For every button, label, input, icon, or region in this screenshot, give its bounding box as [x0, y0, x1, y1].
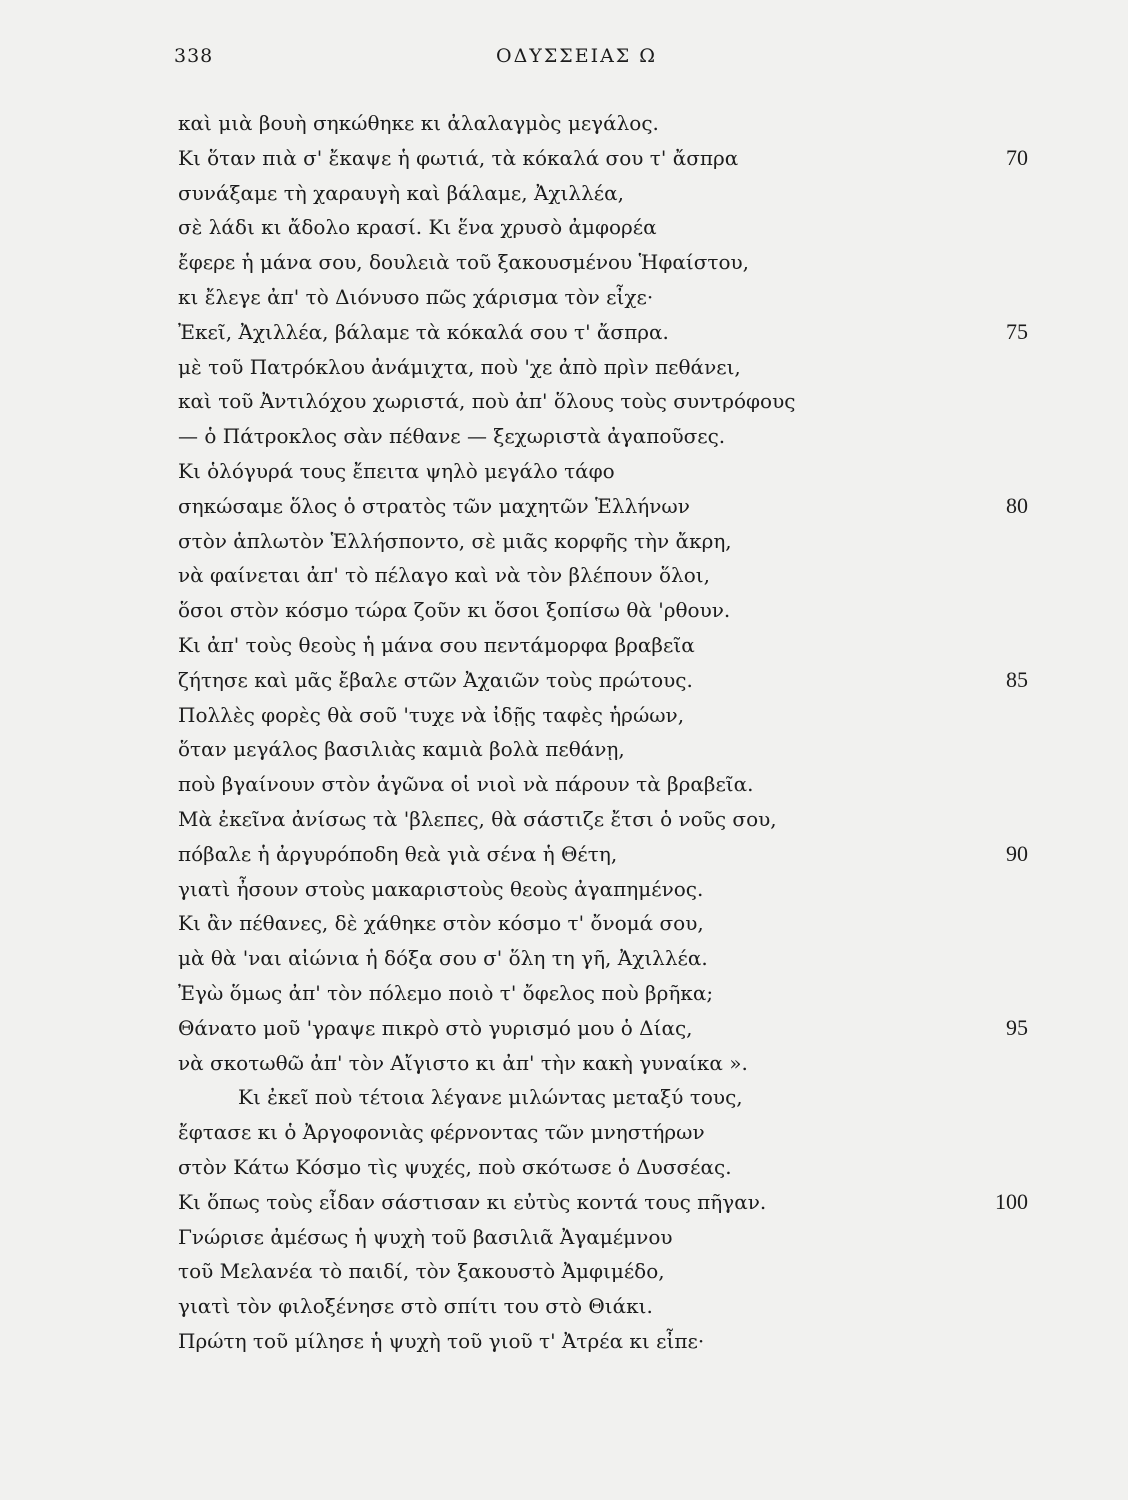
verse-line — [178, 628, 1058, 663]
verse-line — [178, 941, 1058, 976]
verse-text: σηκώσαμε ὅλος ὁ στρατὸς τῶν μαχητῶν Ἑλλήνων — [178, 493, 690, 518]
verse-text: στὸν ἁπλωτὸν Ἑλλήσποντο, σὲ μιᾶς κορφῆς τὴν ἄκρη, — [178, 528, 732, 553]
verse-text: ἔφερε ἡ μάνα σου, δουλειὰ τοῦ ξακουσμένου Ἡφαίστου, — [178, 250, 750, 275]
verse-line — [178, 210, 1058, 245]
verse-text: συνάξαμε τὴ χαραυγὴ καὶ βάλαμε, Ἀχιλλέα, — [178, 180, 624, 205]
verse-text: Κι ἐκεῖ ποὺ τέτοια λέγανε μιλώντας μεταξύ τους, — [238, 1085, 743, 1110]
verse-line — [178, 1185, 1058, 1220]
verse-line — [178, 384, 1058, 419]
verse-line — [178, 141, 1058, 176]
line-number: 80 — [1006, 492, 1028, 518]
verse-text: γιατὶ τὸν φιλοξένησε στὸ σπίτι του στὸ Θιάκι. — [178, 1294, 653, 1319]
line-number: 75 — [1006, 318, 1028, 344]
verse-line — [178, 698, 1058, 733]
verse-text: ὅταν μεγάλος βασιλιὰς καμιὰ βολὰ πεθάνῃ, — [178, 737, 625, 762]
verse-text: Κι ὅταν πιὰ σ' ἔκαψε ἡ φωτιά, τὰ κόκαλά σου τ' ἄσπρα — [178, 145, 739, 170]
verse-text: ζήτησε καὶ μᾶς ἔβαλε στῶν Ἀχαιῶν τοὺς πρώτους. — [178, 667, 693, 692]
verse-text: νὰ φαίνεται ἀπ' τὸ πέλαγο καὶ νὰ τὸν βλέπουν ὅλοι, — [178, 563, 710, 588]
verse-text: τοῦ Μελανέα τὸ παιδί, τὸν ξακουστὸ Ἀμφιμέδο, — [178, 1259, 665, 1284]
verse-text: Πολλὲς φορὲς θὰ σοῦ 'τυχε νὰ ἰδῇς ταφὲς ἡρώων, — [178, 702, 685, 727]
verse-line — [178, 872, 1058, 907]
verse-line — [178, 350, 1058, 385]
verse-line — [178, 1254, 1058, 1289]
verse-text: ποὺ βγαίνουν στὸν ἀγῶνα οἱ νιοὶ νὰ πάρουν τὰ βραβεῖα. — [178, 772, 754, 797]
verse-line — [178, 1289, 1058, 1324]
line-number: 90 — [1006, 840, 1028, 866]
verse-text: μὰ θὰ 'ναι αἰώνια ἡ δόξα σου σ' ὅλη τη γῆ, Ἀχιλλέα. — [178, 946, 708, 971]
page-number: 338 — [174, 45, 214, 67]
verse-text: γιατὶ ἦσουν στοὺς μακαριστοὺς θεοὺς ἀγαπημένος. — [178, 876, 704, 901]
verse-text: Κι ἂν πέθανες, δὲ χάθηκε στὸν κόσμο τ' ὄνομά σου, — [178, 911, 704, 936]
line-number: 70 — [1006, 144, 1028, 170]
verse-line — [178, 245, 1058, 280]
verse-text: μὲ τοῦ Πατρόκλου ἀνάμιχτα, ποὺ 'χε ἀπὸ πρὶν πεθάνει, — [178, 354, 741, 379]
verse-text: Ἐκεῖ, Ἀχιλλέα, βάλαμε τὰ κόκαλά σου τ' ἄσπρα. — [178, 319, 669, 344]
verse-text: Κι ἀπ' τοὺς θεοὺς ἡ μάνα σου πεντάμορφα βραβεῖα — [178, 632, 695, 657]
verse-line — [178, 1115, 1058, 1150]
verse-text: Ἐγὼ ὅμως ἀπ' τὸν πόλεμο ποιὸ τ' ὄφελος ποὺ βρῆκα; — [178, 980, 714, 1005]
verse-text: ἔφτασε κι ὁ Ἀργοφονιὰς φέρνοντας τῶν μνηστήρων — [178, 1120, 705, 1145]
verse-line — [178, 593, 1058, 628]
verse-line — [178, 837, 1058, 872]
verse-text: σὲ λάδι κι ἄδολο κρασί. Κι ἕνα χρυσὸ ἀμφορέα — [178, 215, 657, 240]
verse-text: Γνώρισε ἀμέσως ἡ ψυχὴ τοῦ βασιλιᾶ Ἀγαμέμνου — [178, 1224, 673, 1249]
verse-line — [178, 489, 1058, 524]
verse-text: ὅσοι στὸν κόσμο τώρα ζοῦν κι ὅσοι ξοπίσω θὰ 'ρθουν. — [178, 598, 731, 623]
verse-line — [178, 663, 1058, 698]
verse-text: νὰ σκοτωθῶ ἀπ' τὸν Αἴγιστο κι ἀπ' τὴν κακὴ γυναίκα ». — [178, 1050, 748, 1075]
verse-text: καὶ τοῦ Ἀντιλόχου χωριστά, ποὺ ἀπ' ὅλους τοὺς συντρόφους — [178, 389, 796, 414]
verse-line — [178, 176, 1058, 211]
verse-text: Πρώτη τοῦ μίλησε ἡ ψυχὴ τοῦ γιοῦ τ' Ἀτρέα κι εἶπε· — [178, 1328, 705, 1353]
verse-line — [178, 1011, 1058, 1046]
verse-line — [178, 315, 1058, 350]
verse-text: Κι ὅπως τοὺς εἶδαν σάστισαν κι εὐτὺς κοντά τους πῆγαν. — [178, 1189, 767, 1214]
verse-line — [178, 1046, 1058, 1081]
verse-line — [178, 106, 1058, 141]
verse-line — [178, 1080, 1058, 1115]
verse-line — [178, 558, 1058, 593]
verse-line — [178, 419, 1058, 454]
verse-text: Θάνατο μοῦ 'γραψε πικρὸ στὸ γυρισμό μου ὁ Δίας, — [178, 1015, 693, 1040]
verse-line — [178, 802, 1058, 837]
verse-line — [178, 1150, 1058, 1185]
verse-line — [178, 1324, 1058, 1359]
verse-line — [178, 280, 1058, 315]
verse-line — [178, 767, 1058, 802]
verse-line — [178, 1220, 1058, 1255]
running-title: ΟΔΥΣΣΕΙΑΣ Ω — [496, 45, 658, 67]
verse-text: στὸν Κάτω Κόσμο τὶς ψυχές, ποὺ σκότωσε ὁ Δυσσέας. — [178, 1154, 732, 1179]
verse-line — [178, 454, 1058, 489]
verse-block — [178, 106, 1058, 1359]
verse-text: καὶ μιὰ βουὴ σηκώθηκε κι ἀλαλαγμὸς μεγάλος. — [178, 111, 659, 135]
verse-line — [178, 906, 1058, 941]
verse-line — [178, 976, 1058, 1011]
verse-line — [178, 524, 1058, 559]
verse-text: Μὰ ἐκεῖνα ἀνίσως τὰ 'βλεπες, θὰ σάστιζε ἔτσι ὁ νοῦς σου, — [178, 806, 777, 831]
verse-text: πόβαλε ἡ ἀργυρόποδη θεὰ γιὰ σένα ἡ Θέτη, — [178, 841, 618, 866]
line-number: 95 — [1006, 1014, 1028, 1040]
line-number: 85 — [1006, 666, 1028, 692]
verse-line — [178, 732, 1058, 767]
line-number: 100 — [995, 1188, 1028, 1214]
verse-text: Κι ὁλόγυρά τους ἔπειτα ψηλὸ μεγάλο τάφο — [178, 458, 615, 483]
verse-text: — ὁ Πάτροκλος σὰν πέθανε — ξεχωριστὰ ἀγαποῦσες. — [178, 424, 726, 449]
verse-text: κι ἔλεγε ἀπ' τὸ Διόνυσο πῶς χάρισμα τὸν εἶχε· — [178, 284, 654, 309]
